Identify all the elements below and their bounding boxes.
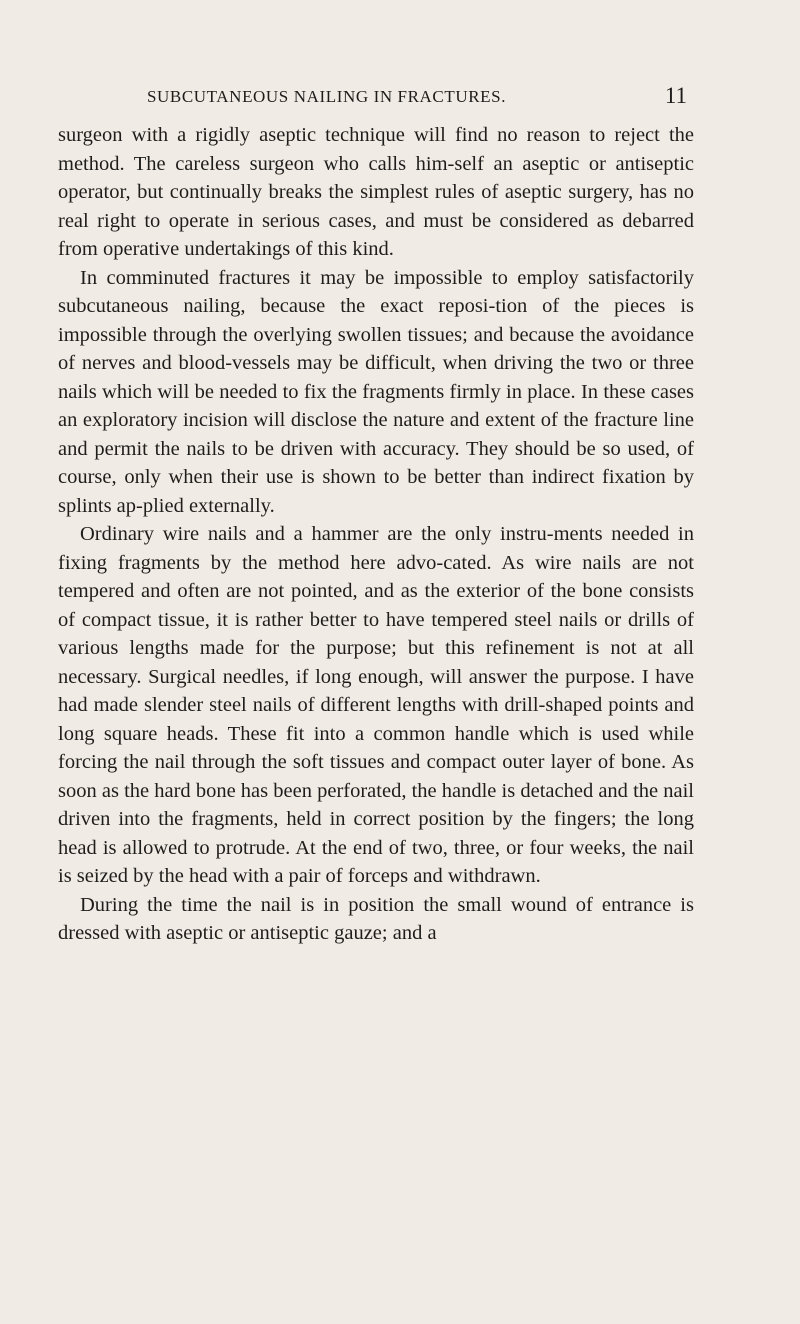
- paragraph-wound-dressing: During the time the nail is in position the small wound of entrance is dressed with aseptic or antiseptic gauze; and a: [58, 893, 694, 944]
- paragraph-continuation: surgeon with a rigidly aseptic technique will find no reason to reject the method. The careless surgeon who calls him-self an aseptic or antiseptic operator, but continually breaks the simplest rules of aseptic surgery, has no real right to operate in serious cases, and must be considered as debarred from operative undertakings of this kind.: [58, 124, 694, 260]
- page-header: [147, 83, 687, 113]
- paragraph-instruments: Ordinary wire nails and a hammer are the only instru-ments needed in fixing fragments by the method here advo-cated. As wire nails are not tempered and often are not pointed, and as the exterior of the bone consists of compact tissue, it is rather better to have tempered steel nails or drills of various lengths made for the purpose; but this refinement is not at all necessary. Surgical needles, if long enough, will answer the purpose. I have had made slender steel nails of different lengths with drill-shaped points and long square heads. These fit into a common handle which is used while forcing the nail through the soft tissues and compact outer layer of bone. As soon as the hard bone has been perforated, the handle is detached and the nail driven into the fragments, held in correct position by the fingers; the long head is allowed to protrude. At the end of two, three, or four weeks, the nail is seized by the head with a pair of forceps and withdrawn.: [58, 523, 694, 887]
- running-title: SUBCUTANEOUS NAILING IN FRACTURES.: [147, 87, 507, 106]
- paragraph-comminuted-fractures: In comminuted fractures it may be impossible to employ satisfactorily subcutaneous nailing, because the exact reposi-tion of the pieces is impossible through the overlying swollen tissues; and because the avoidance of nerves and blood-vessels may be difficult, when driving the two or three nails which will be needed to fix the fragments firmly in place. In these cases an exploratory incision will disclose the nature and extent of the fracture line and permit the nails to be driven with accuracy. They should be so used, of course, only when their use is shown to be better than indirect fixation by splints ap-plied externally.: [58, 266, 694, 517]
- body-text: [58, 121, 694, 948]
- page-number: 11: [664, 83, 687, 108]
